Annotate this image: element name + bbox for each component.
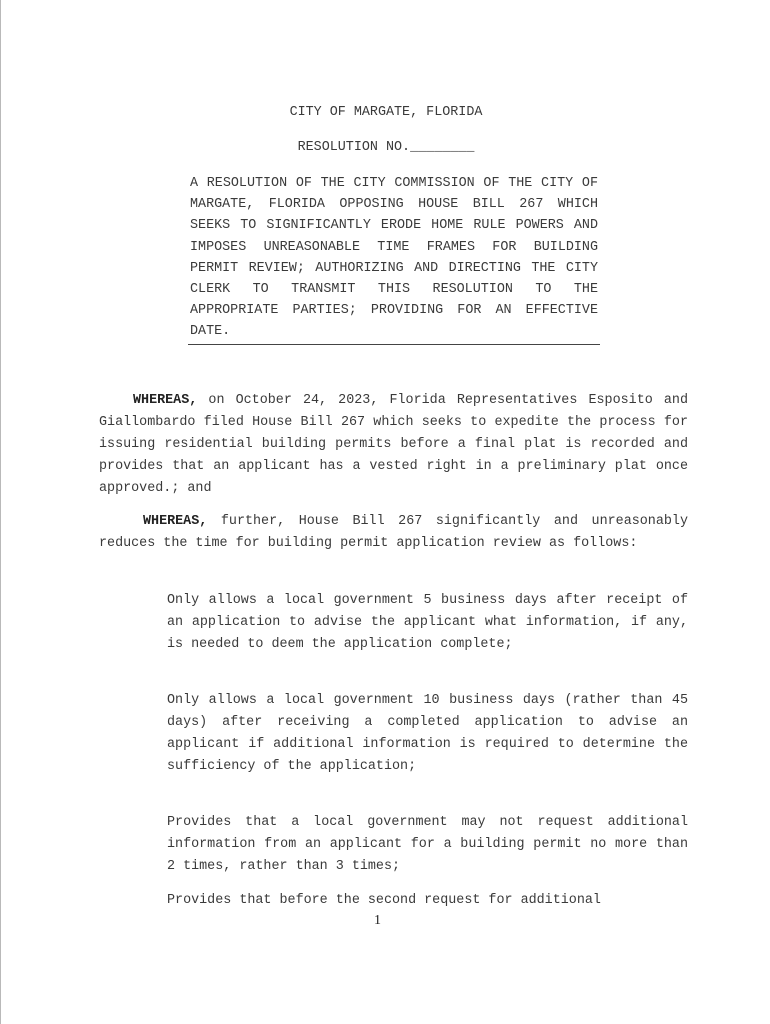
page-number: 1 — [374, 913, 381, 928]
whereas-paragraph-2 — [99, 511, 688, 555]
list-item: Provides that a local government may not request additional information from an applicant for a building permit no more than 2 times, rather than 3 times; — [167, 815, 688, 874]
whereas-text: on October 24, 2023, Florida Representatives Esposito and Giallombardo filed House Bill 267 which seeks to expedite the process for issuing residential building permits before a final plat is recorded and provides that an applicant has a vested right in a preliminary plat once approved.; and — [99, 393, 688, 496]
list-item: Only allows a local government 10 business days (rather than 45 days) after receiving a completed application to advise an applicant if additional information is required to determine the sufficiency of the application; — [167, 693, 688, 774]
list-item: Only allows a local government 5 business days after receipt of an application to advise the applicant what information, if any, is needed to deem the application complete; — [167, 593, 688, 652]
whereas-paragraph-1 — [99, 390, 688, 500]
resolution-number: RESOLUTION NO.________ — [297, 140, 475, 155]
whereas-keyword: WHEREAS, — [133, 393, 198, 408]
whereas-text: further, House Bill 267 significantly and unreasonably reduces the time for building permit application review as follows: — [99, 514, 688, 551]
list-item: Provides that before the second request for additional — [167, 893, 601, 908]
resolution-subject: A RESOLUTION OF THE CITY COMMISSION OF THE CITY OF MARGATE, FLORIDA OPPOSING HOUSE BILL 267 WHICH SEEKS TO SIGNIFICANTLY ERODE HOME RULE POWERS AND IMPOSES UNREASONABLE TIME FRAMES FOR BUILDING PERMIT REVIEW; AUTHORIZING AND DIRECTING THE CITY CLERK TO TRANSMIT THIS RESOLUTION TO THE APPROPRIATE PARTIES; PROVIDING FOR AN EFFECTIVE DATE. — [190, 176, 598, 340]
subject-underline — [188, 344, 600, 345]
document-title: CITY OF MARGATE, FLORIDA — [289, 105, 483, 120]
whereas-keyword: WHEREAS, — [143, 514, 208, 529]
